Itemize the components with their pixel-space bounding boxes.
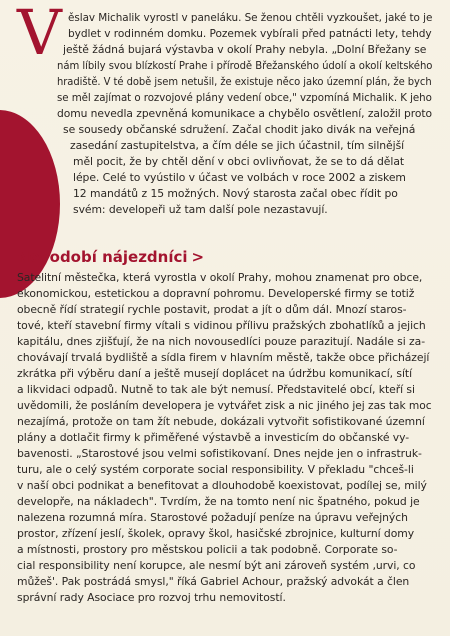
drop-cap-letter: V: [17, 0, 62, 69]
paragraph1-line: 12 mandátů z 15 možných. Nový starosta začal obec řídit po: [73, 187, 398, 200]
paragraph2-line: cial responsibility není korupce, ale nesmí být ani zároveň systém ‚urvi, co: [17, 559, 416, 572]
paragraph1-line: domu nevedla zpevněná komunikace a chybělo osvětlení, založil proto: [57, 107, 432, 120]
paragraph2-line: obecně řídí strategií rychle postavit, prodat a jít o dům dál. Mnozí staros-: [17, 303, 407, 316]
paragraph2-line: zkrátka při výběru daní a ještě musejí doplácet na údržbu komunikací, sítí: [17, 367, 413, 380]
paragraph2-line: uvědomili, že posláním developera je vytvářet zisk a nic jiného jej zas tak moc: [17, 399, 432, 412]
paragraph1-line: hradiště. V té době jsem netušil, že existuje něco jako územní plán, že bych: [57, 75, 432, 88]
paragraph2-line: tové, kteří stavební firmy vítali s vidinou přílivu pražských zbohatlíků a jejich: [17, 319, 426, 332]
paragraph1-line: nám líbily svou blízkostí Prahe i přírodě Břežanského údolí a okolí keltského: [57, 59, 432, 72]
paragraph2-line: ekonomickou, estetickou a dopravní pohromu. Developerské firmy se totiž: [17, 287, 415, 300]
paragraph2-line: turu, ale o celý systém corporate social responsibility. V překladu "chceš-li: [17, 463, 414, 476]
paragraph2-line: bavenosti. „Starostové jsou velmi sofistikovaní. Dnes nejde jen o infrastruk-: [17, 447, 422, 460]
paragraph1-line: bydlet v rodinném domku. Pozemek vybírali před patnácti lety, tehdy: [68, 27, 432, 40]
paragraph2-line: nalezena rozumná míra. Starostové požadují peníze na úpravu veřejných: [17, 511, 408, 524]
chevron-right-icon: >: [191, 248, 205, 266]
paragraph2-line: nezajímá, protože on tam žít nebude, dokázali vytvořit sofistikované územní: [17, 415, 425, 428]
paragraph2-line: správní rady Asociace pro rozvoj trhu nemovitostí.: [17, 591, 286, 604]
paragraph2-line: a likvidaci odpadů. Nutně to tak ale být nemusí. Představitelé obcí, kteří si: [17, 383, 415, 396]
paragraph2-line: developře, na nákladech". Tvrdím, že na tomto není nic špatného, pokud je: [17, 495, 420, 508]
paragraph1-line: ěslav Michalik vyrostl v paneláku. Se ženou chtěli vyzkoušet, jaké to je: [68, 11, 432, 24]
paragraph1-line: ještě žádná bujará výstavba v okolí Prahy nebyla. „Dolní Břežany se: [63, 43, 427, 56]
paragraph1-line: svém: developeři už tam další pole nezastavují.: [73, 203, 328, 216]
paragraph2-line: Satelitní městečka, která vyrostla v okolí Prahy, mohou znamenat pro obce,: [17, 271, 423, 284]
paragraph1-line: měl pocit, že by chtěl dění v obci ovlivňovat, že se to dá dělat: [73, 155, 405, 168]
section-heading: [17, 247, 204, 267]
paragraph2-line: plány a dotlačit firmy k přiměřené výstavbě a investicím do občanské vy-: [17, 431, 410, 444]
paragraph1-line: se sousedy občanské sdružení. Začal chodit jako divák na veřejná: [63, 123, 416, 136]
paragraph2-line: v naší obci podnikat a benefitovat a dlouhodobě koexistovat, podílej se, milý: [17, 479, 427, 492]
paragraph2-line: prostor, zřízení jeslí, školek, opravy škol, hasičské zbrojnice, kulturní domy: [17, 527, 415, 540]
paragraph2-line: a místnosti, prostory pro městskou policii a tak podobně. Corporate so-: [17, 543, 398, 556]
paragraph1-line: lépe. Celé to vyústilo v účast ve volbách v roce 2002 a ziskem: [73, 171, 406, 184]
heading-text: Novodobí nájezdníci: [17, 248, 188, 266]
paragraph1-line: se měl zajímat o rozvojové plány vedení obce," vzpomíná Michalik. K jeho: [57, 91, 432, 104]
paragraph2-line: kapitálu, dnes zjišťují, že na nich novousedlíci pouze parazitují. Nadále si za-: [17, 335, 426, 348]
paragraph2-line: můžeš'. Pak postrádá smysl," říká Gabriel Achour, pražský advokát a člen: [17, 575, 410, 588]
paragraph1-line: zasedání zastupitelstva, a čím déle se jich účastnil, tím silnější: [70, 139, 405, 152]
paragraph2-line: chovávají trvalá bydliště a sídla firem v hlavním městě, takže obce přicházejí: [17, 351, 430, 364]
